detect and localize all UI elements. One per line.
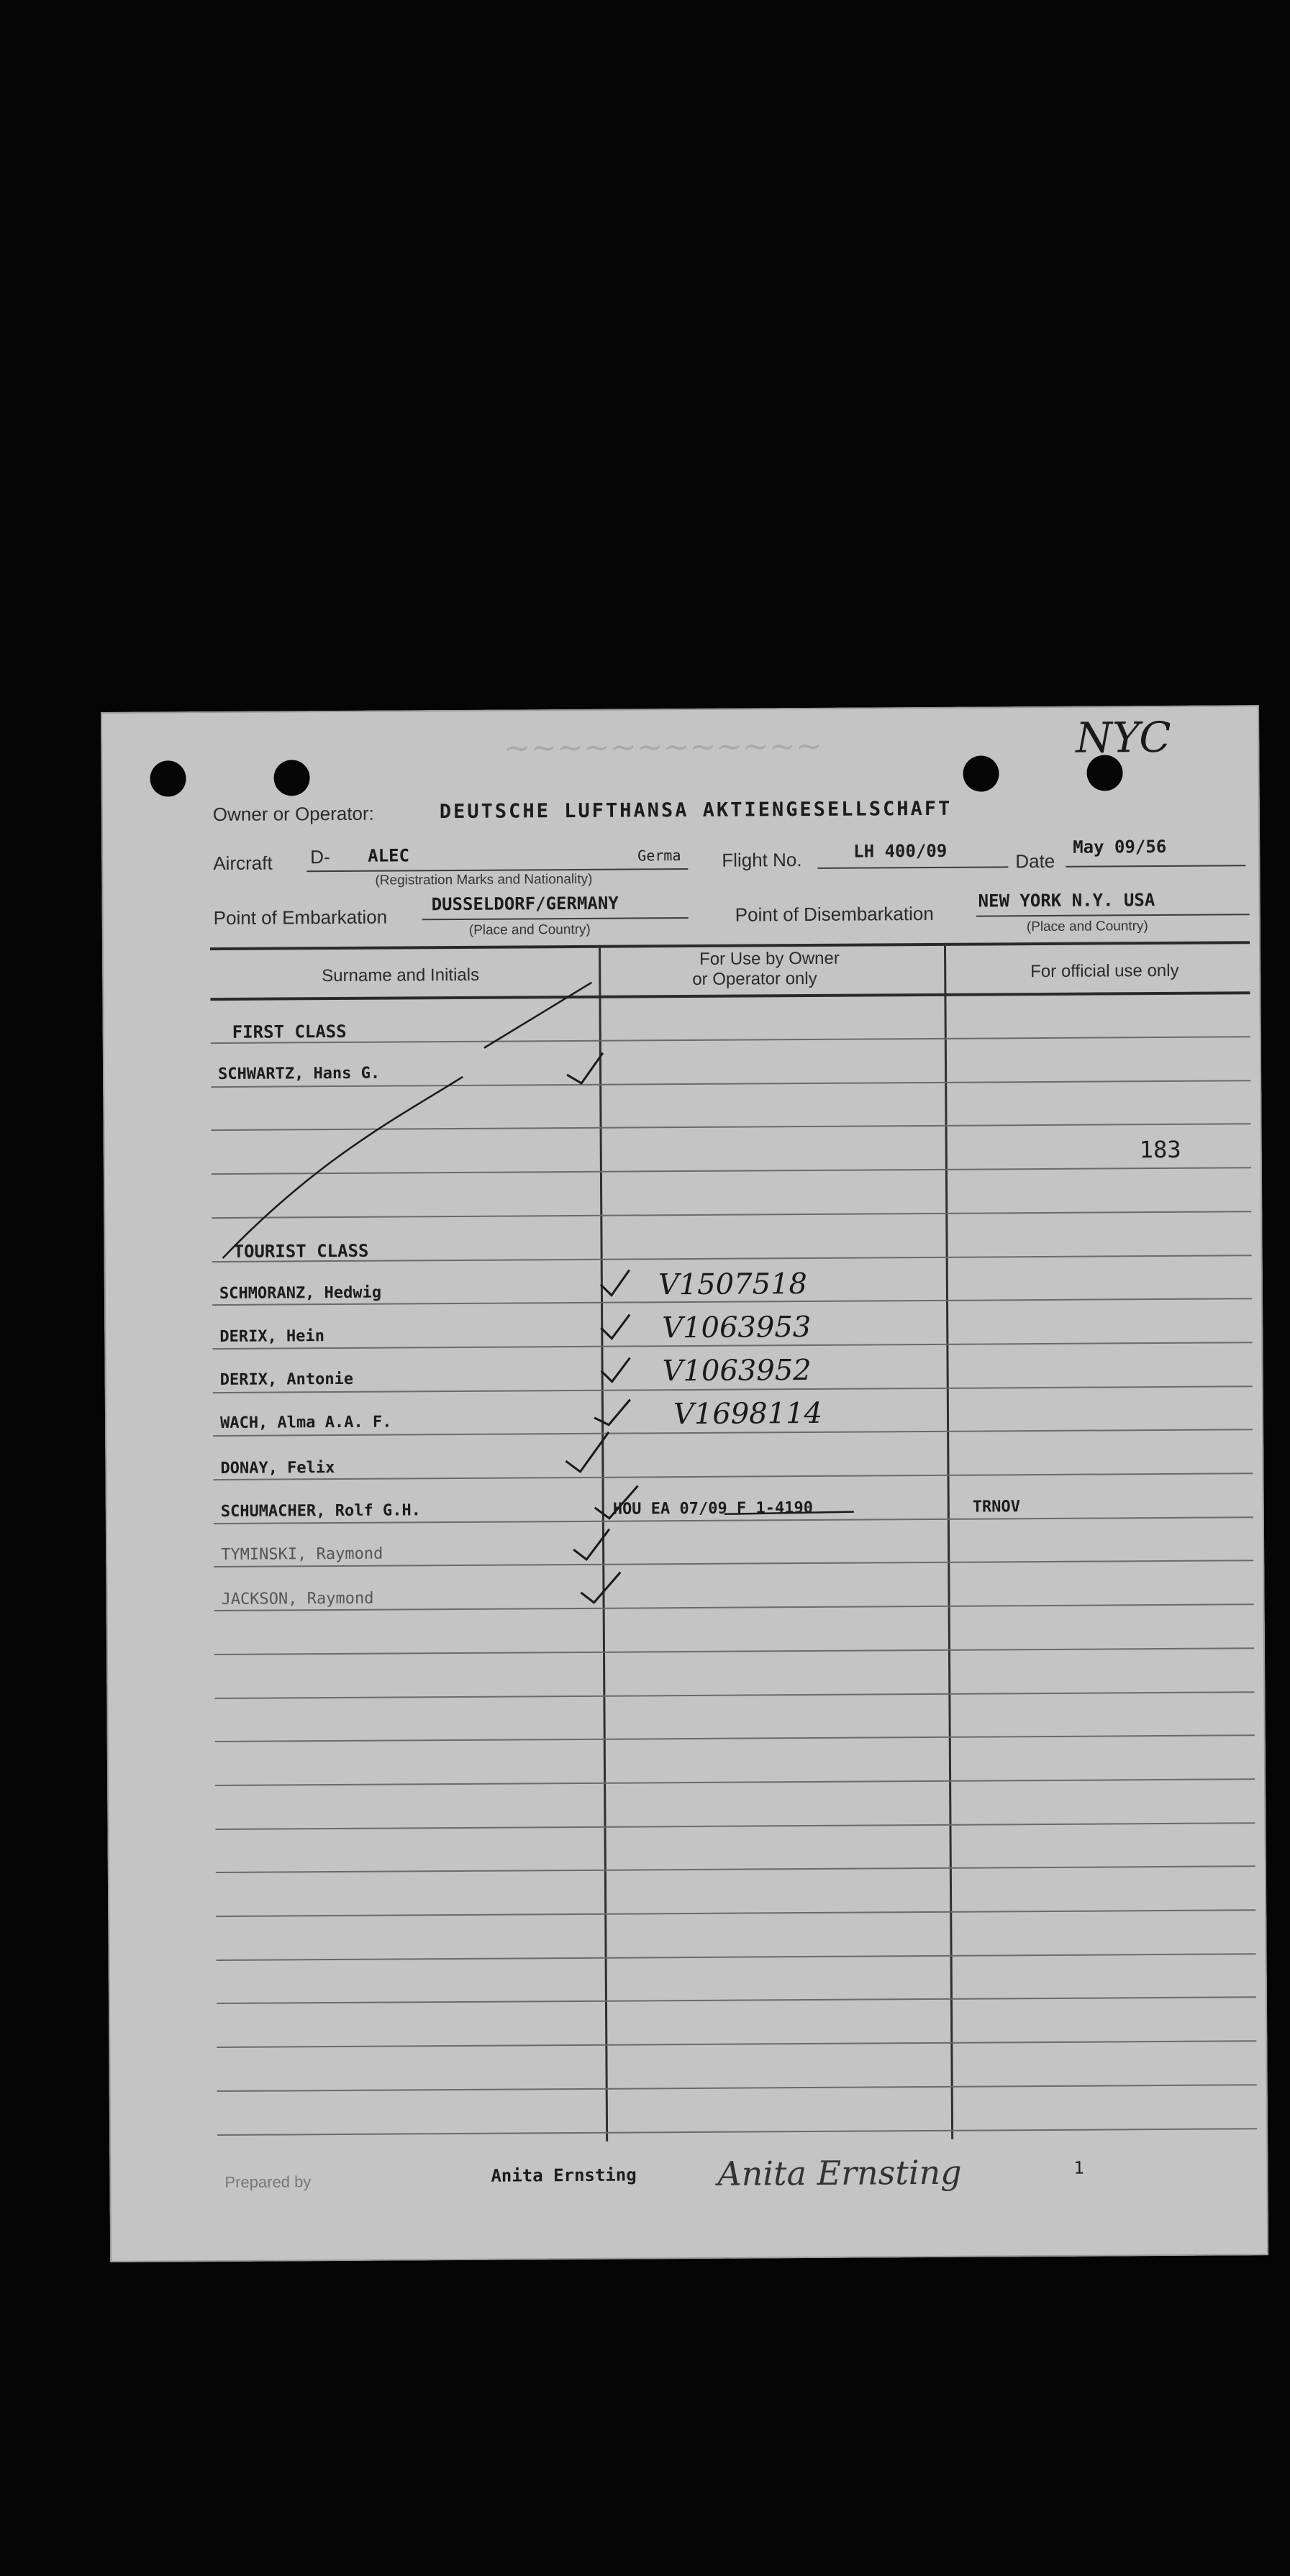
col-header-owner-1: For Use by Owner	[699, 948, 840, 969]
row-name: DONAY, Felix	[220, 1459, 335, 1478]
page-number: 1	[1073, 2157, 1084, 2178]
check-mark-icon	[601, 1270, 630, 1296]
ruled-line	[217, 1953, 1256, 1961]
row-owner-value: V1507518	[658, 1267, 808, 1302]
row-official-value: TRNOV	[972, 1498, 1021, 1516]
date-label: Date	[1015, 850, 1055, 873]
owner-label: Owner or Operator:	[212, 802, 374, 826]
pen-marks	[101, 705, 1268, 2262]
row-name: WACH, Alma A.A. F.	[219, 1413, 392, 1433]
ruled-line	[214, 1691, 1254, 1699]
ruled-line	[212, 1167, 1251, 1175]
disembark-sublabel: (Place and Country)	[1026, 919, 1148, 935]
ruled-line	[215, 1822, 1255, 1830]
prepared-value: Anita Ernsting	[491, 2165, 637, 2186]
row-name: TYMINSKI, Raymond	[221, 1544, 383, 1565]
row-name: SCHMORANZ, Hedwig	[219, 1283, 382, 1303]
col-header-official: For official use only	[1030, 960, 1179, 982]
row-name: DERIX, Antonie	[219, 1370, 354, 1390]
ruled-line	[212, 1123, 1251, 1131]
ruled-line	[214, 1473, 1253, 1480]
punch-hole	[150, 760, 186, 796]
strike-line	[483, 983, 592, 1048]
embark-sublabel: (Place and Country)	[468, 921, 591, 938]
aircraft-label: Aircraft	[213, 852, 273, 875]
embark-value: DUSSELDORF/GERMANY	[431, 893, 619, 915]
row-name: TOURIST CLASS	[233, 1240, 369, 1262]
ruled-line	[217, 2128, 1257, 2136]
date-value: May 09/56	[1073, 836, 1167, 857]
disembark-value: NEW YORK N.Y. USA	[978, 890, 1155, 911]
ruled-line	[214, 1647, 1254, 1655]
ruled-line	[216, 1909, 1255, 1917]
row-owner-value: V1698114	[673, 1396, 823, 1432]
bleed-through-title: ~~~~~~~~~~~~	[504, 727, 822, 767]
aircraft-prefix: D-	[310, 846, 330, 868]
row-name: SCHWARTZ, Hans G.	[218, 1064, 381, 1084]
flight-underline	[817, 866, 1008, 869]
col-header-owner-2: or Operator only	[692, 968, 817, 989]
ruled-line	[217, 2040, 1256, 2048]
ruled-line	[216, 1865, 1255, 1873]
ruled-line	[215, 1734, 1255, 1742]
embark-underline	[422, 917, 689, 920]
date-underline	[1066, 865, 1245, 868]
embark-label: Point of Embarkation	[213, 906, 388, 929]
row-name: SCHUMACHER, Rolf G.H.	[220, 1501, 422, 1521]
row-lines	[101, 705, 1259, 712]
manifest-sheet	[101, 705, 1268, 2262]
aircraft-nationality: Germa	[637, 847, 681, 865]
check-mark-icon	[601, 1358, 630, 1382]
owner-value: DEUTSCHE LUFTHANSA AKTIENGESELLSCHAFT	[439, 797, 953, 824]
punch-hole	[963, 755, 999, 791]
punch-hole	[273, 760, 309, 796]
column-divider-1	[599, 945, 608, 2142]
row-owner-value: HOU EA 07/09 F 1-4190	[612, 1498, 814, 1519]
check-mark-icon	[581, 1573, 620, 1603]
col-header-name: Surname and Initials	[322, 965, 480, 986]
ruled-line	[217, 2084, 1257, 2092]
ruled-line	[215, 1778, 1255, 1786]
flight-value: LH 400/09	[853, 840, 948, 862]
column-divider-2	[944, 943, 953, 2139]
prepared-label: Prepared by	[224, 2172, 312, 2191]
check-mark-icon	[594, 1400, 630, 1425]
check-mark-icon	[601, 1315, 630, 1339]
flight-label: Flight No.	[722, 849, 802, 871]
disembark-underline	[976, 914, 1250, 916]
row-owner-value: V1063952	[662, 1353, 812, 1388]
row-name: DERIX, Hein	[219, 1327, 325, 1347]
header-bottom-line	[210, 991, 1250, 1001]
signature: Anita Ernsting	[717, 2152, 962, 2193]
ruled-line	[217, 1996, 1256, 2004]
aircraft-sublabel: (Registration Marks and Nationality)	[375, 871, 593, 888]
aircraft-value: ALEC	[368, 845, 410, 866]
row-owner-value: V1063953	[662, 1310, 812, 1345]
check-mark-icon	[567, 1053, 603, 1083]
ruled-line	[212, 1211, 1251, 1219]
disembark-label: Point of Disembarkation	[735, 902, 934, 926]
aircraft-underline	[306, 868, 688, 872]
row-name: JACKSON, Raymond	[221, 1589, 374, 1608]
row-name: FIRST CLASS	[232, 1021, 347, 1042]
nyc-annotation: NYC	[1076, 712, 1171, 763]
official-number: 183	[1139, 1135, 1181, 1164]
strike-line	[222, 1077, 464, 1258]
ruled-line	[211, 1036, 1250, 1044]
